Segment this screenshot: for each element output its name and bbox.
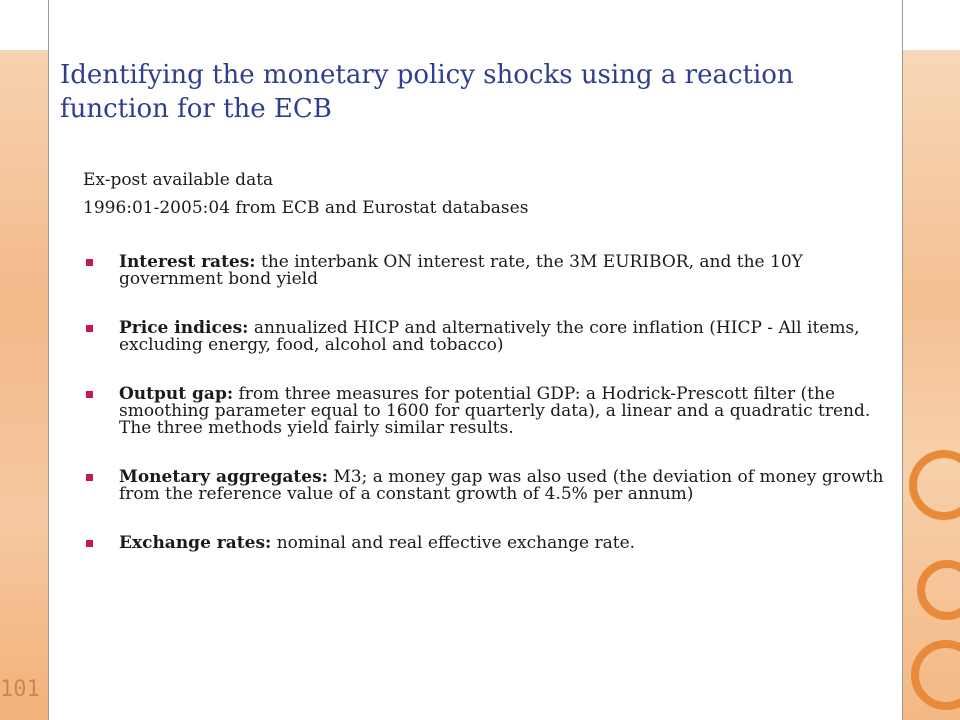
- bullet-label: Exchange rates:: [119, 533, 272, 553]
- intro-line-data-availability: Ex-post available data: [83, 170, 274, 190]
- list-item-interest-rates: [83, 254, 893, 288]
- square-bullet-icon: [86, 325, 93, 332]
- right-decor-band: [903, 0, 960, 720]
- bullet-label: Price indices:: [119, 318, 249, 338]
- bullet-text: the interbank ON interest rate, the 3M EURIBOR, and the 10Y government bond yield: [119, 252, 803, 289]
- square-bullet-icon: [86, 540, 93, 547]
- intro-line-sample-period: 1996:01-2005:04 from ECB and Eurostat databases: [83, 198, 529, 218]
- list-item-output-gap: [83, 386, 893, 437]
- bullet-text: nominal and real effective exchange rate.: [271, 533, 636, 553]
- decor-ring-mid: [917, 560, 960, 620]
- square-bullet-icon: [86, 391, 93, 398]
- slide-title: Identifying the monetary policy shocks using a reaction function for the ECB: [60, 60, 794, 124]
- intro-block: [83, 166, 883, 222]
- square-bullet-icon: [86, 259, 93, 266]
- binary-digits-decor: 101: [0, 677, 40, 702]
- list-item-price-indices: [83, 320, 893, 354]
- list-item-monetary-aggregates: [83, 469, 893, 503]
- bullet-text: M3; a money gap was also used (the deviation of money growth from the reference value of a constant growth of 4.5% per annum): [119, 467, 884, 504]
- variables-list: [83, 254, 893, 552]
- bullet-label: Interest rates:: [119, 252, 256, 272]
- bullet-text: annualized HICP and alternatively the core inflation (HICP - All items, excluding energy, food, alcohol and tobacco): [119, 318, 860, 355]
- bullet-label: Output gap:: [119, 384, 234, 404]
- decor-ring-bottom: [911, 640, 960, 710]
- decor-ring-top: [909, 450, 960, 520]
- square-bullet-icon: [86, 474, 93, 481]
- bullet-label: Monetary aggregates:: [119, 467, 328, 487]
- left-decor-band: [0, 0, 48, 720]
- list-item-exchange-rates: [83, 535, 893, 552]
- bullet-text: from three measures for potential GDP: a Hodrick-Prescott filter (the smoothing parameter equal to 1600 for quarterly data), a linear and a quadratic trend. The three methods yield fairly similar results.: [119, 384, 871, 438]
